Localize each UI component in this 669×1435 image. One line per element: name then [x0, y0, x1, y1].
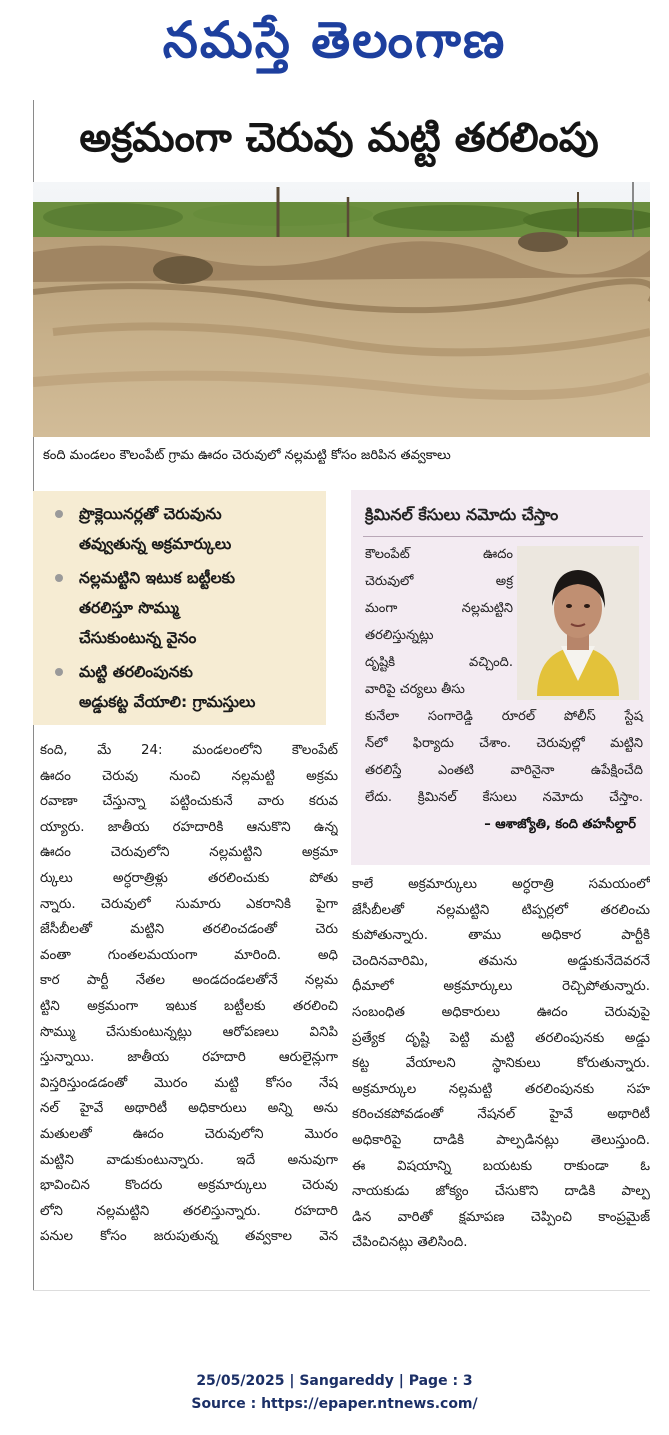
sidebar-text-line: న్‌లో ఫిర్యాదు చేశాం. చెరువుల్లో మట్టిని: [365, 736, 643, 751]
article-line: ఊదం చెరువులోని నల్లమట్టిని అక్రమా: [40, 845, 338, 861]
article-line: చెందినవారిమి, తమను అడ్డుకునేదెవరనే: [352, 953, 650, 969]
article-column-left: [40, 738, 338, 1250]
bullet-icon: [55, 668, 63, 676]
article-line: కరించకపోవడంతో నేషనల్‌ హైవే అథారిటీ: [352, 1107, 650, 1123]
article-column-right: [352, 872, 650, 1256]
article-line: కుపోతున్నారు. తాము అధికార పార్టీకి: [352, 928, 650, 944]
bottom-rule: [33, 1290, 650, 1291]
sidebar-text-line: తరలిస్తే ఎంతటి వారినైనా ఉపేక్షించేది: [365, 763, 643, 778]
article-line: స్తున్నాయి. జాతీయ రహదారి ఆరులైన్లుగా: [40, 1050, 338, 1066]
article-line: జేసీబీలతో నల్లమట్టిని టిప్పర్లలో తరలించు: [352, 902, 650, 918]
highlight-line: తవ్వుతున్న అక్రమార్కులు: [79, 535, 232, 553]
article-line: మతులతో ఊదం చెరువులోని మొరం: [40, 1126, 338, 1142]
official-portrait: [517, 546, 639, 700]
article-line: లోని నల్లమట్టిని తరలిస్తున్నారు. రహదారి: [40, 1203, 338, 1219]
sidebar-text-line: కౌలంపేట్‌ ఊదం: [365, 547, 513, 562]
article-line: మట్టిని వాడుకుంటున్నారు. ఇదే అనువుగా: [40, 1152, 338, 1168]
highlight-line: మట్టి తరలింపునకు: [79, 663, 193, 681]
quote-sidebar: [351, 490, 650, 865]
article-line: జేసీబీలతో మట్టిని తరలించడంతో చెరు: [40, 922, 338, 938]
article-line: కంది, మే 24: మండలంలోని కౌలంపేట్‌: [40, 743, 338, 758]
article-line: విస్తరిస్తుండడంతో మొరం మట్టి కోసం నేష: [40, 1075, 338, 1091]
article-line: వంతా గుంతలమయంగా మారింది. అధి: [40, 947, 338, 963]
article-line: డిన వారితో క్షమాపణ చెప్పించి కాంప్రమైజ్‌: [352, 1209, 650, 1225]
highlights-box: [33, 491, 326, 725]
highlight-line: నల్లమట్టిని ఇటుక బట్టీలకు: [79, 569, 236, 587]
photo-caption: కంది మండలం కౌలంపేట్‌ గ్రామ ఊదం చెరువులో నల్లమట్టి కోసం జరిపిన తవ్వకాలు: [43, 448, 451, 463]
highlight-line: అడ్డుకట్ట వేయాలి: గ్రామస్తులు: [79, 693, 256, 711]
article-line: నాయకుడు జోక్యం చేసుకొని దాడికి పాల్ప: [352, 1184, 650, 1200]
article-line: న్నారు. చెరువులో సుమారు ఎకరానికి పైగా: [40, 896, 338, 912]
article-line: భావించిన కొందరు అక్రమార్కులు చెరువు: [40, 1178, 338, 1194]
sidebar-text-line: మంగా నల్లమట్టిని: [365, 601, 513, 616]
highlight-item: [45, 499, 318, 559]
article-line: చేపించినట్లు తెలిసింది.: [352, 1235, 468, 1251]
footer-date-edition: 25/05/2025 | Sangareddy | Page : 3: [196, 1373, 473, 1389]
highlight-item: [45, 657, 318, 717]
sidebar-text-line: లేదు. క్రిమినల్‌ కేసులు నమోదు చేస్తాం.: [365, 790, 643, 805]
article-line: కాలే అక్రమార్కులు అర్ధరాత్రి సమయంలో: [352, 877, 650, 892]
article-line: య్యారు. జాతీయ రహదారికి ఆనుకొని ఉన్న: [40, 819, 338, 835]
footer-source: Source : https://epaper.ntnews.com/: [191, 1396, 478, 1412]
article-line: ర్కులు అర్ధరాత్రిళ్లు తరలించుకు పోతు: [40, 870, 338, 886]
article-line: అధికారిపై దాడికి పాల్పడినట్లు తెలుస్తుంది.: [352, 1132, 650, 1148]
article-line: ట్టిని అక్రమంగా ఇటుక బట్టీలకు తరలించి: [40, 998, 338, 1014]
highlight-line: ప్రొక్లెయినర్లతో చెరువును: [79, 505, 222, 523]
sidebar-title: క్రిమినల్‌ కేసులు నమోదు చేస్తాం: [365, 505, 559, 524]
article-line: కార పార్టీ నేతల అండదండలతోనే నల్లమ: [40, 973, 338, 989]
headline: అక్రమంగా చెరువు మట్టి తరలింపు: [79, 115, 599, 161]
highlight-item: [45, 563, 318, 653]
highlight-line: చేసుకుంటున్న వైనం: [79, 629, 197, 647]
article-line: సొమ్ము చేసుకుంటున్నట్లు ఆరోపణలు వినిపి: [40, 1024, 338, 1040]
bullet-icon: [55, 510, 63, 518]
bullet-icon: [55, 574, 63, 582]
article-line: ప్రత్యేక దృష్టి పెట్టి మట్టి తరలింపునకు అడ్డు: [352, 1030, 650, 1046]
article-line: రవాణా చేస్తున్నా పట్టించుకునే వారు కరువ: [40, 794, 338, 810]
article-line: ధీమాలో అక్రమార్కులు రెచ్చిపోతున్నారు.: [352, 979, 650, 995]
sidebar-text-line: వారిపై చర్యలు తీసు: [365, 682, 465, 697]
sidebar-divider: [363, 536, 643, 537]
article-line: నల్‌ హైవే అథారిటీ అధికారులు అన్ని అను: [40, 1101, 338, 1117]
sidebar-text-line: చెరువులో అక్ర: [365, 574, 513, 589]
article-line: ఈ విషయాన్ని బయటకు రాకుండా ఓ: [352, 1158, 650, 1174]
masthead-logo: నమస్తే తెలంగాణ: [162, 10, 507, 69]
article-line: కట్ట వేయాలని స్థానికులు కోరుతున్నారు.: [352, 1056, 650, 1072]
highlight-line: తరలిస్తూ సొమ్ము: [79, 599, 179, 617]
article-line: ఊదం చెరువు నుంచి నల్లమట్టి అక్రమ: [40, 768, 338, 784]
article-line: అక్రమార్కుల నల్లమట్టి తరలింపునకు సహ: [352, 1081, 650, 1097]
article-line: పనుల కోసం జరుపుతున్న తవ్వకాల వెన: [40, 1229, 338, 1245]
sidebar-signature: – ఆశాజ్యోతి, కంది తహసీల్దార్‌: [484, 817, 636, 832]
sidebar-text-line: తరలిస్తున్నట్లు: [365, 628, 434, 643]
sidebar-text-line: కునేలా సంగారెడ్డి రూరల్‌ పోలీస్‌ స్టేష: [365, 709, 643, 724]
sidebar-text-line: దృష్టికి వచ్చింది.: [365, 655, 513, 670]
article-line: సంబంధిత అధికారులు ఊదం చెరువుపై: [352, 1004, 650, 1020]
news-photo: [33, 182, 650, 437]
